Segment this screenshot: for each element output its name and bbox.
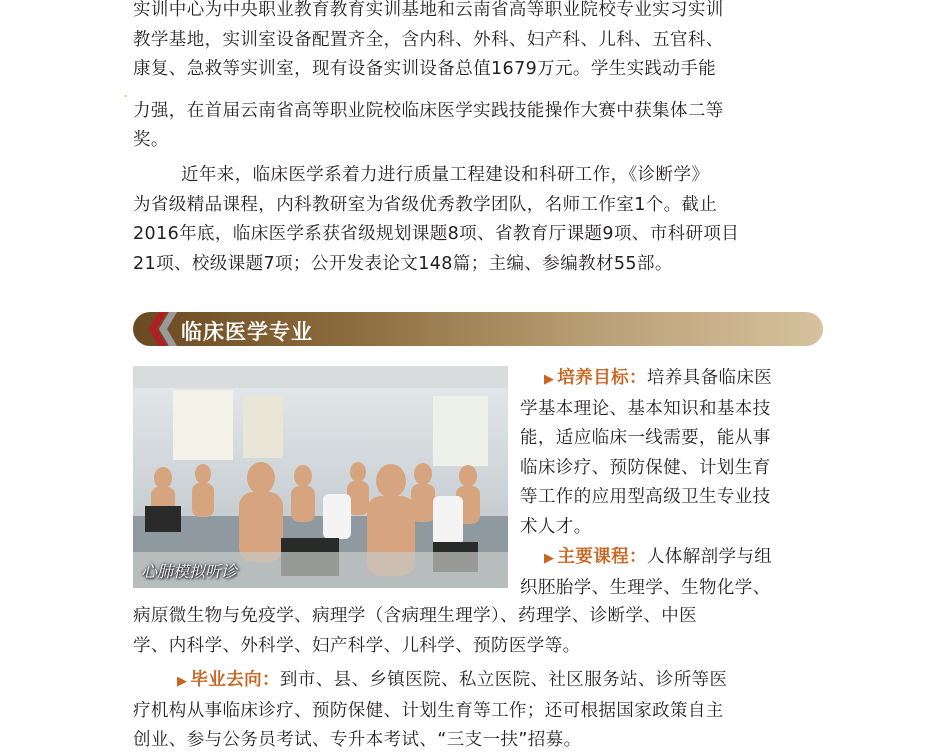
text-line — [520, 364, 823, 395]
courses-label: 主要课程： — [557, 547, 647, 567]
text-line: 奖。 — [133, 130, 169, 150]
text-line: 教学基地，实训室设备配置齐全，含内科、外科、妇产科、儿科、五官科、 — [133, 29, 724, 50]
chevron-decoration-icon — [145, 312, 185, 346]
text-line: 学、内科学、外科学、妇产科学、儿科学、预防医学等。 — [133, 635, 581, 656]
arrow-bullet-icon: ▶ — [544, 372, 555, 387]
text-line: 康复、急救等实训室，现有设备实训设备总值1679万元。学生实践动手能 — [133, 59, 717, 79]
decorative-dot — [124, 95, 127, 97]
text-line: 学基本理论、基本知识和基本技 — [520, 398, 771, 419]
text-line — [520, 543, 823, 574]
arrow-bullet-icon: ▶ — [177, 674, 188, 689]
text-line: 临床诊疗、预防保健、计划生育 — [520, 457, 771, 478]
career-label: 毕业去向： — [190, 670, 280, 690]
text-fragment: 到市、县、乡镇医院、私立医院、社区服务站、诊所等医 — [279, 670, 728, 690]
text-line: 近年来，临床医学系着力进行质量工程建设和科研工作，《诊断学》 — [181, 165, 710, 185]
training-goal-block — [520, 364, 823, 542]
text-line: 创业、参与公务员考试、专升本考试、“三支一扶”招募。 — [133, 730, 582, 750]
text-line: 为省级精品课程，内科教研室为省级优秀教学团队，名师工作室1个。截止 — [133, 194, 718, 215]
text-line: 力强，在首届云南省高等职业院校临床医学实践技能操作大赛中获集体二等 — [133, 100, 724, 121]
training-goal-label: 培养目标： — [557, 368, 647, 388]
text-line: 病原微生物与免疫学、病理学（含病理生理学）、药理学、诊断学、中医 — [133, 606, 698, 626]
text-line: 2016年底，临床医学系获省级规划课题8项、省教育厅课题9项、市科研项目 — [133, 224, 740, 244]
career-block — [133, 666, 823, 756]
courses-block — [520, 543, 823, 603]
text-line: 术人才。 — [520, 516, 592, 537]
intro-paragraph-1 — [133, 0, 823, 156]
photo-caption: 心肺模拟听诊 — [141, 562, 238, 581]
text-fragment: 培养具备临床医 — [646, 368, 773, 388]
text-line: 实训中心为中央职业教育教育实训基地和云南省高等职业院校专业实习实训 — [133, 0, 724, 20]
text-line: 能，适应临床一线需要，能从事 — [520, 428, 771, 448]
classroom-scene-image — [133, 366, 508, 588]
text-line: 21项、校级课题7项；公开发表论文148篇；主编、参编教材55部。 — [133, 253, 673, 274]
intro-paragraph-2 — [133, 161, 823, 279]
classroom-photo — [133, 366, 508, 588]
courses-continued — [133, 602, 823, 661]
section-banner — [133, 312, 823, 346]
section-title: 临床医学专业 — [181, 320, 313, 344]
text-line: 织胚胎学、生理学、生物化学、 — [520, 577, 771, 598]
text-line — [133, 666, 823, 697]
arrow-bullet-icon: ▶ — [544, 551, 555, 566]
text-fragment: 人体解剖学与组 — [646, 547, 773, 567]
text-line: 疗机构从事临床诊疗、预防保健、计划生育等工作；还可根据国家政策自主 — [133, 700, 724, 721]
text-line: 等工作的应用型高级卫生专业技 — [520, 487, 771, 507]
